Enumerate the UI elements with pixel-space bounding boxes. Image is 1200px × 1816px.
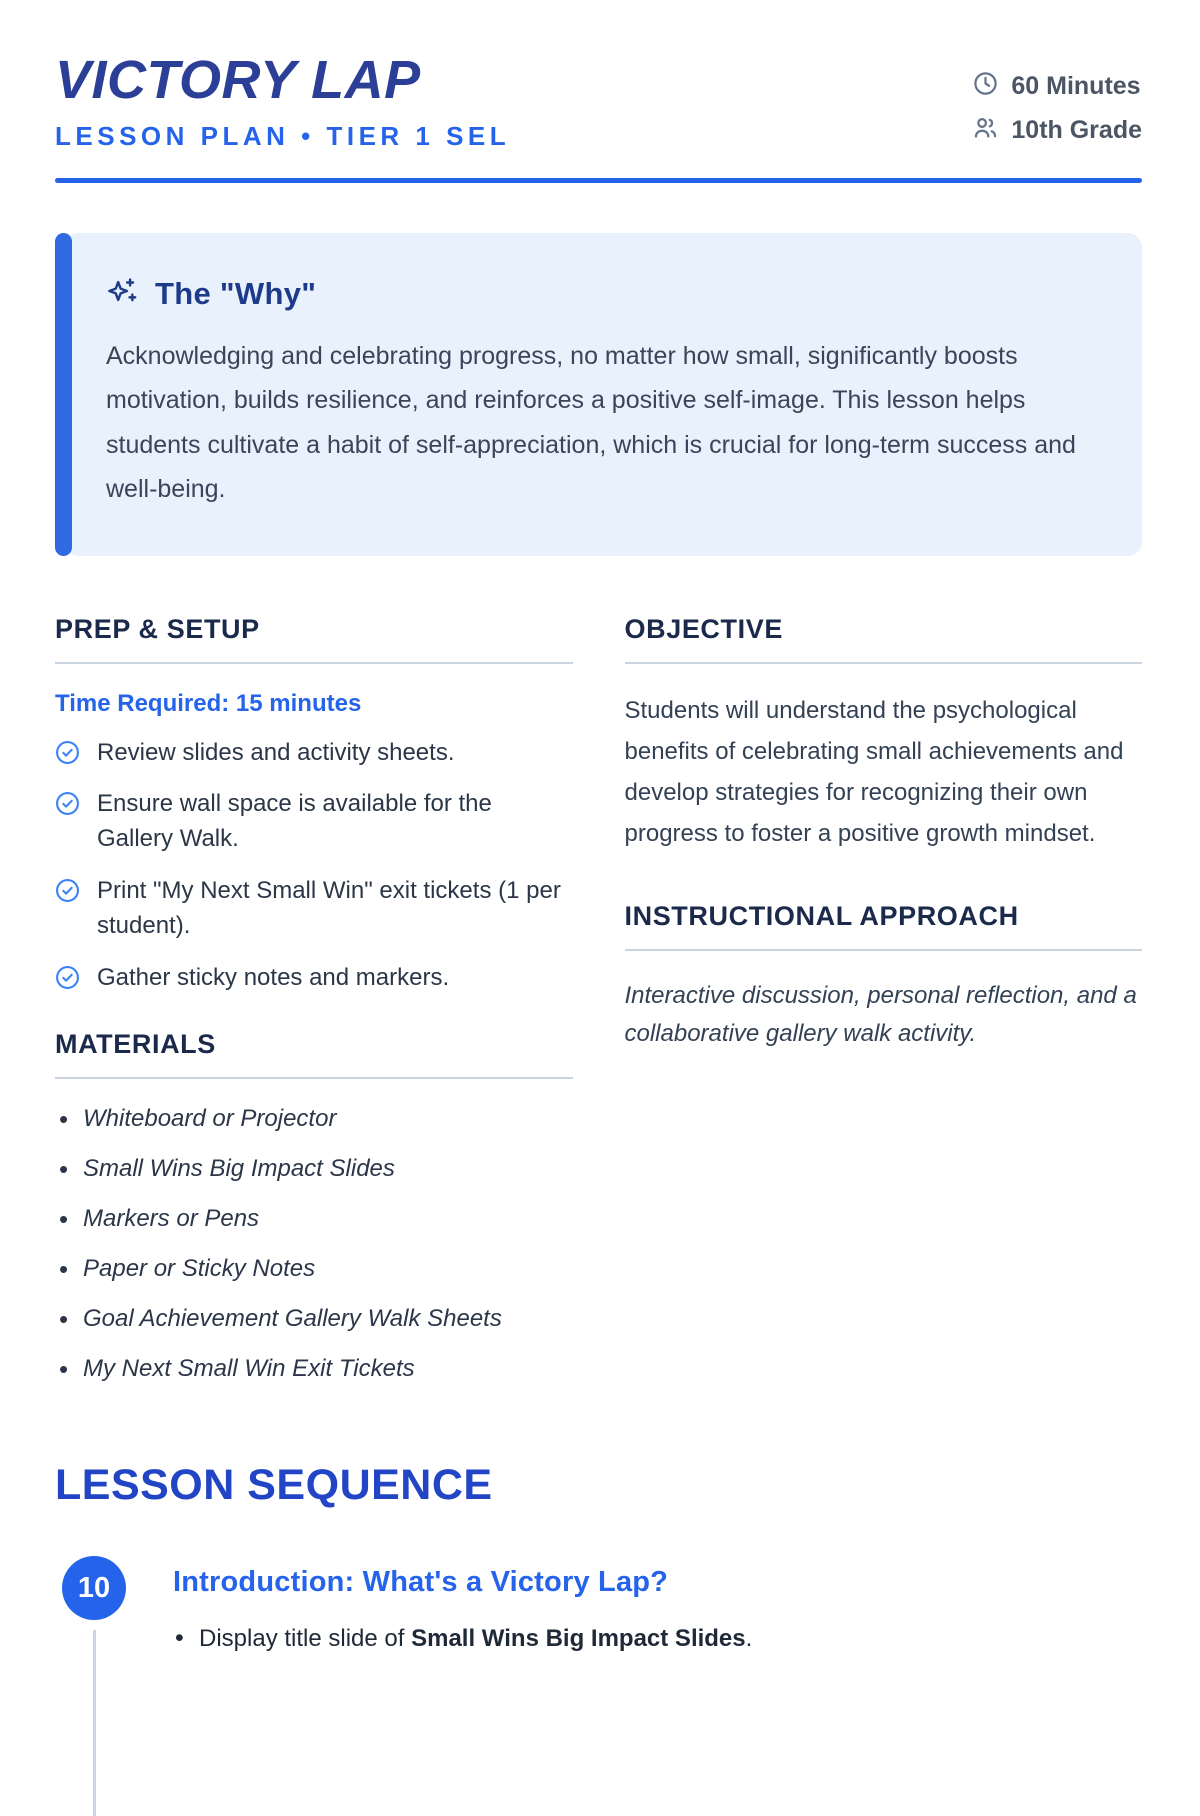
- check-circle-icon: [55, 736, 80, 770]
- materials-item: • Small Wins Big Impact Slides: [55, 1155, 573, 1183]
- grade-row: [972, 114, 1142, 146]
- sequence-heading: LESSON SEQUENCE: [55, 1461, 493, 1510]
- header-meta: [972, 70, 1142, 146]
- checklist-item: [55, 787, 573, 857]
- bullet-text-prefix: Display title slide of: [199, 1625, 412, 1653]
- header-title-block: [55, 52, 510, 152]
- sequence-step: [55, 1556, 1142, 1816]
- bullet-text-bold: Small Wins Big Impact Slides: [411, 1625, 746, 1653]
- clock-icon: [972, 70, 999, 102]
- prep-heading: PREP & SETUP: [55, 614, 573, 664]
- right-column: [625, 614, 1143, 1406]
- materials-item: • Paper or Sticky Notes: [55, 1255, 573, 1283]
- check-circle-icon: [55, 874, 80, 908]
- checklist-item: [55, 736, 573, 771]
- duration-row: [972, 70, 1140, 102]
- checklist-item-text: Review slides and activity sheets.: [97, 738, 455, 766]
- objective-heading: OBJECTIVE: [625, 614, 1143, 664]
- header-divider: [55, 178, 1142, 183]
- step-bullet: [173, 1625, 752, 1653]
- objective-body: Students will understand the psychological benefits of celebrating small achievements and develop strategies for recognizing their own progress to foster a positive growth mindset.: [624, 696, 1124, 848]
- step-rail: [61, 1556, 127, 1816]
- step-content: [173, 1556, 752, 1816]
- why-box: [64, 233, 1142, 556]
- step-title: Introduction: What's a Victory Lap?: [173, 1566, 669, 1599]
- page-title: VICTORY LAP: [55, 50, 421, 110]
- step-timeline-line: [93, 1630, 96, 1816]
- materials-item: • My Next Small Win Exit Tickets: [55, 1355, 573, 1383]
- page-subtitle: LESSON PLAN • TIER 1 SEL: [55, 120, 511, 151]
- materials-list: [55, 1105, 573, 1383]
- why-body: Acknowledging and celebrating progress, no matter how small, significantly boosts motivation, builds resilience, and reinforces a positive self-image. This lesson helps students cultivate a habit of self-appreciation, which is crucial for long-term success and well-being.: [106, 341, 1076, 504]
- left-column: [55, 614, 573, 1406]
- check-circle-icon: [55, 961, 80, 995]
- checklist-item: [55, 874, 573, 944]
- why-title-row: [106, 275, 1094, 314]
- duration-text: 60 Minutes: [1011, 71, 1141, 100]
- prep-checklist: [55, 736, 573, 996]
- materials-item: • Whiteboard or Projector: [55, 1105, 573, 1133]
- checklist-item-text: Ensure wall space is available for the Gallery Walk.: [97, 790, 492, 853]
- checklist-item-text: Print "My Next Small Win" exit tickets (1 per student).: [97, 877, 561, 939]
- approach-body: Interactive discussion, personal reflection, and a collaborative gallery walk activity.: [624, 981, 1137, 1048]
- content-columns: [55, 614, 1142, 1406]
- sparkle-icon: [106, 275, 140, 314]
- step-number-badge: 10: [62, 1556, 126, 1620]
- check-circle-icon: [55, 787, 80, 821]
- checklist-item-text: Gather sticky notes and markers.: [97, 963, 450, 991]
- header: [55, 52, 1142, 152]
- grade-text: 10th Grade: [1011, 115, 1142, 144]
- materials-heading: MATERIALS: [55, 1029, 573, 1079]
- bullet-text-suffix: .: [745, 1625, 753, 1653]
- checklist-item: [55, 961, 573, 996]
- people-icon: [972, 114, 999, 146]
- materials-item: • Markers or Pens: [55, 1205, 573, 1233]
- materials-item: • Goal Achievement Gallery Walk Sheets: [55, 1305, 573, 1333]
- why-callout: [55, 233, 1142, 556]
- why-accent-bar: [55, 233, 72, 556]
- why-title: The "Why": [155, 276, 317, 312]
- time-required: Time Required: 15 minutes: [55, 689, 362, 717]
- approach-heading: INSTRUCTIONAL APPROACH: [625, 901, 1143, 951]
